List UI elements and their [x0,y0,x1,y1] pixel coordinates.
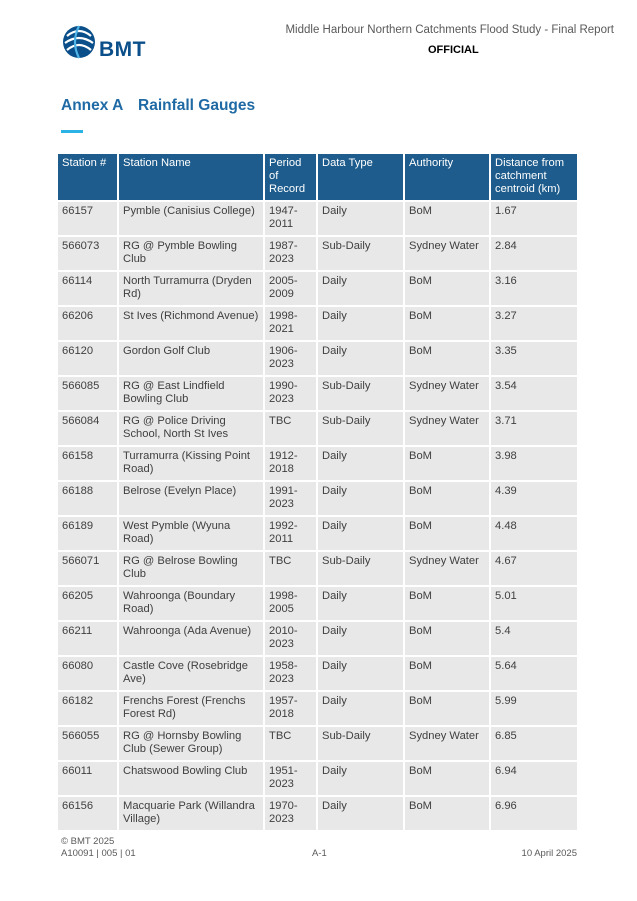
table-cell: Wahroonga (Boundary Road) [119,587,265,622]
table-row [58,342,577,377]
table-cell: Sub-Daily [318,412,405,447]
table-cell: Daily [318,482,405,517]
table-cell: 1912-2018 [265,447,318,482]
table-cell: 2.84 [491,237,577,272]
table-cell: TBC [265,727,318,762]
table-cell: 1987-2023 [265,237,318,272]
table-cell: Sub-Daily [318,727,405,762]
footer-left [61,836,136,860]
table-cell: 66188 [58,482,119,517]
table-header-row [58,154,577,202]
table-row [58,517,577,552]
table-cell: RG @ East Lindfield Bowling Club [119,377,265,412]
table-cell: BoM [405,762,491,797]
table-row [58,657,577,692]
table-cell: RG @ Hornsby Bowling Club (Sewer Group) [119,727,265,762]
table-cell: Gordon Golf Club [119,342,265,377]
table-cell: 6.85 [491,727,577,762]
table-cell: RG @ Belrose Bowling Club [119,552,265,587]
table-cell: Pymble (Canisius College) [119,202,265,237]
table-cell: Macquarie Park (Willandra Village) [119,797,265,832]
table-cell: Belrose (Evelyn Place) [119,482,265,517]
table-cell: 66011 [58,762,119,797]
table-cell: BoM [405,622,491,657]
table-row [58,762,577,797]
annex-number: Annex A [61,97,124,114]
table-cell: 66211 [58,622,119,657]
table-cell: Castle Cove (Rosebridge Ave) [119,657,265,692]
table-cell: 566073 [58,237,119,272]
table-cell: 66114 [58,272,119,307]
table-cell: RG @ Pymble Bowling Club [119,237,265,272]
classification-label: OFFICIAL [428,44,479,56]
table-cell: BoM [405,482,491,517]
table-cell: Frenchs Forest (Frenchs Forest Rd) [119,692,265,727]
table-cell: 566071 [58,552,119,587]
table-row [58,307,577,342]
column-header: Station # [58,154,119,202]
table-cell: 566084 [58,412,119,447]
table-cell: 1998-2021 [265,307,318,342]
table-row [58,727,577,762]
table-cell: TBC [265,412,318,447]
table-cell: 66156 [58,797,119,832]
table-cell: Daily [318,692,405,727]
table-row [58,482,577,517]
table-cell: 3.98 [491,447,577,482]
column-header: Period of Record [265,154,318,202]
table-row [58,587,577,622]
heading-accent-rule [61,130,83,133]
annex-title: Rainfall Gauges [138,97,256,114]
table-row [58,622,577,657]
table-cell: 1906-2023 [265,342,318,377]
report-title: Middle Harbour Northern Catchments Flood Study - Final Report [285,24,614,36]
table-cell: 1991-2023 [265,482,318,517]
table-cell: 1958-2023 [265,657,318,692]
table-cell: 66206 [58,307,119,342]
table-cell: Daily [318,307,405,342]
column-header: Authority [405,154,491,202]
logo-text: BMT [99,38,146,61]
table-cell: Daily [318,447,405,482]
table-cell: BoM [405,517,491,552]
table-cell: 1970-2023 [265,797,318,832]
table-cell: Daily [318,762,405,797]
table-cell: 6.94 [491,762,577,797]
table-cell: Turramurra (Kissing Point Road) [119,447,265,482]
bmt-globe-icon [61,22,97,62]
table-cell: 1990-2023 [265,377,318,412]
table-cell: 66182 [58,692,119,727]
column-header: Station Name [119,154,265,202]
table-cell: 2010-2023 [265,622,318,657]
table-cell: 4.39 [491,482,577,517]
table-cell: 66158 [58,447,119,482]
table-cell: 5.99 [491,692,577,727]
table-cell: Daily [318,202,405,237]
table-cell: North Turramurra (Dryden Rd) [119,272,265,307]
table-cell: 5.01 [491,587,577,622]
table-cell: 4.48 [491,517,577,552]
table-cell: Sub-Daily [318,552,405,587]
table-cell: 66205 [58,587,119,622]
column-header: Distance from catchment centroid (km) [491,154,577,202]
table-cell: BoM [405,272,491,307]
table-cell: Sub-Daily [318,237,405,272]
footer-page-number: A-1 [312,848,327,859]
table-cell: BoM [405,657,491,692]
table-cell: 2005-2009 [265,272,318,307]
bmt-logo [61,22,151,62]
table-cell: Sydney Water [405,412,491,447]
table-cell: 1951-2023 [265,762,318,797]
table-cell: 3.35 [491,342,577,377]
table-cell: Daily [318,517,405,552]
table-cell: Chatswood Bowling Club [119,762,265,797]
table-cell: 3.27 [491,307,577,342]
table-cell: 66080 [58,657,119,692]
rainfall-gauges-table [58,154,577,832]
table-cell: 5.64 [491,657,577,692]
table-cell: 5.4 [491,622,577,657]
table-cell: 1.67 [491,202,577,237]
table-cell: 66157 [58,202,119,237]
table-cell: 1947-2011 [265,202,318,237]
annex-heading [61,97,255,115]
table-cell: TBC [265,552,318,587]
table-cell: BoM [405,342,491,377]
table-cell: Sub-Daily [318,377,405,412]
table-cell: 4.67 [491,552,577,587]
table-row [58,202,577,237]
table-row [58,447,577,482]
table-cell: 3.54 [491,377,577,412]
table-cell: BoM [405,692,491,727]
table-cell: West Pymble (Wyuna Road) [119,517,265,552]
table-cell: BoM [405,797,491,832]
table-cell: Sydney Water [405,377,491,412]
table-cell: 566085 [58,377,119,412]
table-cell: 66189 [58,517,119,552]
table-cell: 3.71 [491,412,577,447]
table-cell: Daily [318,797,405,832]
table-cell: BoM [405,447,491,482]
table-row [58,797,577,832]
table-cell: Sydney Water [405,237,491,272]
table-cell: BoM [405,202,491,237]
table-cell: 3.16 [491,272,577,307]
footer-copyright: © BMT 2025 [61,836,115,847]
table-cell: Daily [318,657,405,692]
table-cell: St Ives (Richmond Avenue) [119,307,265,342]
table-cell: Wahroonga (Ada Avenue) [119,622,265,657]
table-row [58,412,577,447]
table-cell: Daily [318,342,405,377]
table-cell: 1998-2005 [265,587,318,622]
table-row [58,552,577,587]
table-row [58,237,577,272]
table-cell: Sydney Water [405,552,491,587]
table-cell: BoM [405,587,491,622]
table-cell: Daily [318,587,405,622]
table-cell: 1992-2011 [265,517,318,552]
footer-document-ref: A10091 | 005 | 01 [61,848,136,859]
table-cell: 1957-2018 [265,692,318,727]
table-cell: 6.96 [491,797,577,832]
column-header: Data Type [318,154,405,202]
table-cell: Daily [318,272,405,307]
table-cell: Daily [318,622,405,657]
table-cell: Sydney Water [405,727,491,762]
table-cell: BoM [405,307,491,342]
table-cell: 66120 [58,342,119,377]
table-cell: RG @ Police Driving School, North St Ives [119,412,265,447]
footer-date: 10 April 2025 [521,848,577,859]
table-row [58,692,577,727]
table-row [58,272,577,307]
table-cell: 566055 [58,727,119,762]
table-row [58,377,577,412]
